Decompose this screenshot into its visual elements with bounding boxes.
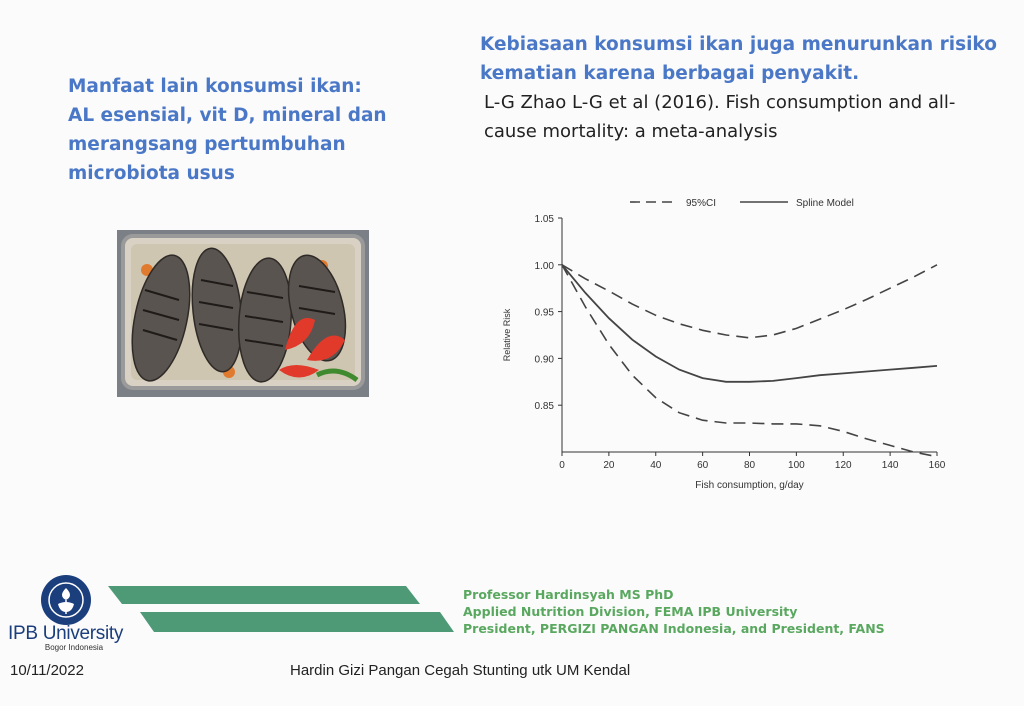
y-tick-label: 0.90 bbox=[534, 354, 554, 366]
x-tick-label: 140 bbox=[881, 460, 899, 471]
y-axis-label: Relative Risk bbox=[502, 308, 512, 362]
relative-risk-chart bbox=[490, 188, 960, 498]
y-tick-label: 0.95 bbox=[534, 307, 554, 319]
x-tick-label: 160 bbox=[928, 460, 946, 471]
x-tick-label: 60 bbox=[697, 460, 709, 471]
legend-label: 95%CI bbox=[686, 198, 717, 209]
presenter-line: President, PERGIZI PANGAN Indonesia, and President, FANS bbox=[463, 621, 885, 636]
legend-label: Spline Model bbox=[796, 198, 854, 209]
right-heading bbox=[480, 30, 1000, 88]
slide-date: 10/11/2022 bbox=[10, 662, 84, 679]
left-heading-line: AL esensial, vit D, mineral dan bbox=[68, 105, 387, 126]
x-tick-label: 40 bbox=[650, 460, 662, 471]
y-tick-label: 1.00 bbox=[534, 260, 554, 272]
left-heading-line: merangsang pertumbuhan bbox=[68, 134, 346, 155]
ipb-logo-icon bbox=[40, 574, 92, 626]
grilled-fish-photo bbox=[117, 230, 369, 397]
x-tick-label: 0 bbox=[559, 460, 565, 471]
right-heading-line: Kebiasaan konsumsi ikan juga menurunkan risiko bbox=[480, 34, 997, 55]
y-tick-label: 1.05 bbox=[534, 214, 554, 225]
x-axis-label: Fish consumption, g/day bbox=[695, 480, 804, 491]
x-tick-label: 120 bbox=[834, 460, 852, 471]
brand-name: IPB University bbox=[8, 623, 124, 644]
y-tick-label: 0.85 bbox=[534, 401, 554, 413]
footer-stripes bbox=[108, 584, 468, 638]
brand bbox=[8, 623, 128, 652]
citation bbox=[484, 88, 1004, 146]
citation-line: cause mortality: a meta-analysis bbox=[484, 121, 778, 142]
presenter-line: Applied Nutrition Division, FEMA IPB University bbox=[463, 604, 798, 619]
citation-line: L-G Zhao L-G et al (2016). Fish consumption and all- bbox=[484, 92, 956, 113]
left-heading-line: microbiota usus bbox=[68, 163, 235, 184]
left-heading bbox=[68, 72, 398, 188]
spline-series-line bbox=[562, 265, 937, 382]
presenter-line: Professor Hardinsyah MS PhD bbox=[463, 587, 674, 602]
ci-series-line bbox=[562, 265, 937, 457]
presenter-info bbox=[463, 586, 885, 637]
left-heading-line: Manfaat lain konsumsi ikan: bbox=[68, 76, 362, 97]
right-heading-line: kematian karena berbagai penyakit. bbox=[480, 63, 860, 84]
footer-title: Hardin Gizi Pangan Cegah Stunting utk UM Kendal bbox=[290, 662, 631, 679]
x-tick-label: 20 bbox=[603, 460, 615, 471]
brand-sub: Bogor Indonesia bbox=[44, 643, 104, 652]
x-tick-label: 100 bbox=[788, 460, 805, 471]
x-tick-label: 80 bbox=[743, 460, 756, 471]
